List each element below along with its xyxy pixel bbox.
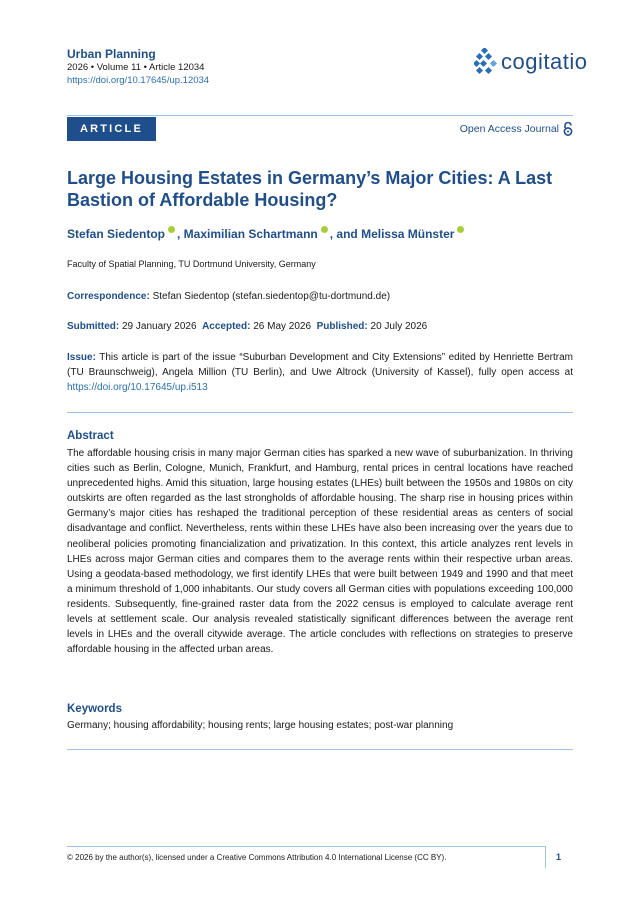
section-rule xyxy=(67,749,573,750)
open-access-label xyxy=(460,122,573,136)
orcid-icon[interactable] xyxy=(321,226,328,233)
affiliation: Faculty of Spatial Planning, TU Dortmund University, Germany xyxy=(67,259,316,269)
keywords-heading: Keywords xyxy=(67,703,122,715)
submitted-label: Submitted: xyxy=(67,321,120,332)
page-number: 1 xyxy=(556,852,562,862)
article-doi-link[interactable]: https://doi.org/10.17645/up.12034 xyxy=(67,75,210,86)
correspondence-label: Correspondence: xyxy=(67,291,150,302)
author-name[interactable]: , and Melissa Münster xyxy=(329,226,455,241)
open-access-text: Open Access Journal xyxy=(459,123,559,135)
issue-label: Issue: xyxy=(67,352,96,363)
correspondence xyxy=(67,291,390,302)
issue-doi-link[interactable]: https://doi.org/10.17645/up.i513 xyxy=(67,382,208,393)
section-rule xyxy=(67,412,573,413)
abstract-body: The affordable housing crisis in many major German cities has sparked a new wave of suburbanization. In thriving cities such as Berlin, Cologne, Munich, Frankfurt, and Hamburg, rental prices in central locations have reached unprecedented highs. Amid this situation, large housing estates (LHEs) built between the 1950s and 1980s on city outskirts are often regarded as the last strongholds of affordable housing. The sharp rise in housing prices within Germany’s major cities has reshaped the traditional perception of these residential areas as centers of social disadvantage and conflict. Nevertheless, rents within these LHEs have also been increasing over the years due to neoliberal policies promoting financialization and privatization. In this context, this article analyzes rent levels in LHEs across major German cities and compares them to the average rents within their respective urban areas. Using a geodata-based methodology, we first identify LHEs that were built between 1949 and 1990 and that meet a minimum threshold of 1,000 inhabitants. Our study covers all German cities with populations exceeding 100,000 residents. Subsequently, fine-grained raster data from the 2022 census is employed to calculate average rent levels at settlement scale. Our analysis revealed statistically significant differences between the average rent levels in LHEs and the overall citywide average. The article concludes with reflections on strategies to preserve affordable housing in the affected urban areas. xyxy=(67,448,573,656)
correspondence-value[interactable]: Stefan Siedentop (stefan.siedentop@tu-dortmund.de) xyxy=(152,291,391,302)
logo-wordmark: cogitatio xyxy=(501,49,588,74)
publisher-logo[interactable] xyxy=(474,48,587,76)
article-dates xyxy=(67,321,427,332)
submitted-date: 29 January 2026 xyxy=(122,321,197,332)
issue-text: This article is part of the issue “Suburban Development and City Extensions” edited by Henriette Bertram (TU Braunschweig), Angela Million (TU Berlin), and Uwe Altrock (University of Kassel), fully open access at xyxy=(67,352,573,378)
header-rule xyxy=(67,115,573,116)
article-title: Large Housing Estates in Germany’s Major Cities: A Last Bastion of Affordable Housing? xyxy=(67,168,553,210)
accepted-date: 26 May 2026 xyxy=(253,321,312,332)
footer-separator xyxy=(545,846,546,868)
journal-name: Urban Planning xyxy=(67,47,156,61)
accepted-label: Accepted: xyxy=(202,321,251,332)
issue-note xyxy=(67,350,573,395)
author-name[interactable]: Stefan Siedentop xyxy=(67,226,166,241)
open-access-lock-icon xyxy=(563,122,573,136)
article-type-badge: ARTICLE xyxy=(67,117,156,141)
abstract-heading: Abstract xyxy=(67,430,114,442)
orcid-icon[interactable] xyxy=(457,226,464,233)
cogitatio-logo-icon xyxy=(474,48,498,76)
license-statement: © 2026 by the author(s), licensed under a Creative Commons Attribution 4.0 International License (CC BY). xyxy=(67,853,447,862)
published-date: 20 July 2026 xyxy=(370,321,428,332)
author-list xyxy=(67,226,466,241)
published-label: Published: xyxy=(316,321,368,332)
journal-volume: 2026 • Volume 11 • Article 12034 xyxy=(67,62,205,73)
orcid-icon[interactable] xyxy=(168,226,175,233)
author-name[interactable]: , Maximilian Schartmann xyxy=(177,226,318,241)
keywords-list: Germany; housing affordability; housing rents; large housing estates; post-war planning xyxy=(67,720,454,731)
footer-rule xyxy=(67,846,545,847)
